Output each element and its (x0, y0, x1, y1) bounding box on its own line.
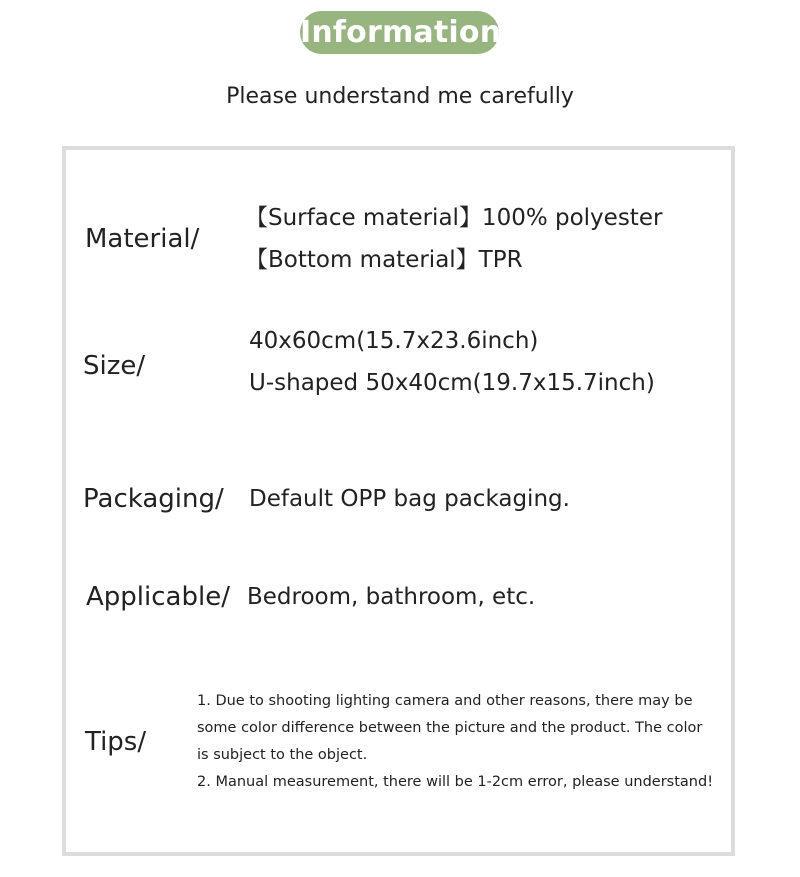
tips-line-3: is subject to the object. (197, 747, 368, 763)
tips-label: Tips/ (85, 727, 147, 757)
size-line-1: 40x60cm(15.7x23.6inch) (249, 328, 539, 354)
tips-text (197, 688, 737, 796)
material-label: Material/ (85, 224, 200, 254)
information-badge: Information (300, 11, 499, 54)
material-line-1: 【Surface material】100% polyester (245, 205, 663, 231)
tips-line-2: some color difference between the picture and the product. The color (197, 720, 703, 736)
packaging-value: Default OPP bag packaging. (249, 486, 570, 512)
tips-line-1: 1. Due to shooting lighting camera and other reasons, there may be (197, 693, 693, 709)
packaging-label: Packaging/ (83, 484, 224, 514)
applicable-label: Applicable/ (86, 582, 230, 612)
material-line-2: 【Bottom material】TPR (245, 247, 523, 273)
size-line-2: U-shaped 50x40cm(19.7x15.7inch) (249, 370, 655, 396)
size-label: Size/ (83, 351, 146, 381)
tips-line-4: 2. Manual measurement, there will be 1-2cm error, please understand! (197, 774, 714, 790)
subtitle: Please understand me carefully (226, 84, 574, 109)
applicable-value: Bedroom, bathroom, etc. (247, 584, 536, 610)
